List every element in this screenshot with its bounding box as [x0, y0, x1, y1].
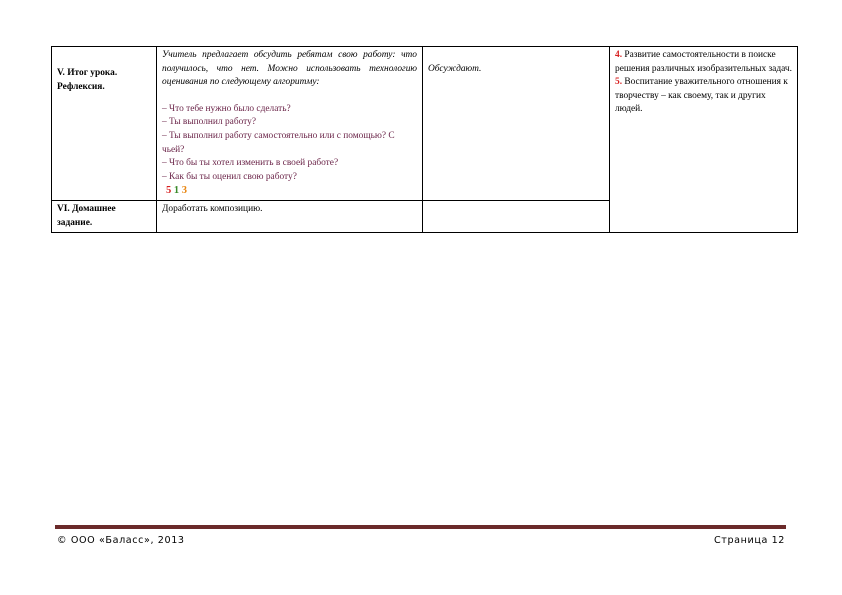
- list-item: – Как бы ты оценил свою работу?: [162, 171, 297, 182]
- student-activity-cell: [423, 200, 610, 232]
- skill-item: [615, 76, 792, 117]
- teacher-intro-text: Учитель предлагает обсудить ребятам свою работу: что получилось, что нет. Можно использовать технологию оценивания по следующему алгоритму:: [162, 50, 417, 88]
- mark-one: 1: [173, 185, 180, 197]
- stage-cell: [52, 200, 157, 232]
- skills-cell: [610, 47, 798, 233]
- skill-item: [615, 49, 792, 76]
- skill-number: 4.: [615, 50, 623, 60]
- grade-marks: [166, 184, 417, 198]
- list-item: – Что бы ты хотел изменить в своей работе?: [162, 158, 339, 169]
- list-item: – Ты выполнил работу?: [162, 117, 256, 128]
- stage-title: VI. Домашнее задание.: [57, 203, 116, 228]
- mark-three: 3: [181, 185, 187, 197]
- stage-cell: [52, 47, 157, 201]
- list-item: – Что тебе нужно было сделать?: [162, 103, 291, 114]
- table-row: [52, 47, 798, 201]
- question-list: [162, 103, 417, 185]
- teacher-activity-cell: [157, 200, 423, 232]
- teacher-activity-cell: [157, 47, 423, 201]
- student-activity-cell: [423, 47, 610, 201]
- student-activity-text: Обсуждают.: [428, 64, 482, 74]
- footer-rule: [55, 525, 786, 529]
- footer-page-number: Страница 12: [713, 535, 785, 546]
- stage-title: V. Итог урока. Рефлексия.: [57, 68, 118, 92]
- lesson-plan-table: [51, 46, 798, 233]
- homework-text: Доработать композицию.: [162, 203, 263, 214]
- list-item: – Ты выполнил работу самостоятельно или с помощью? С чьей?: [162, 130, 395, 155]
- skill-number: 5.: [615, 77, 623, 88]
- mark-five: 5: [166, 185, 172, 197]
- skill-text: Воспитание уважительного отношения к творчеству – как своему, так и других людей.: [615, 77, 788, 115]
- footer-copyright: © ООО «Баласс», 2013: [57, 535, 185, 546]
- skill-text: Развитие самостоятельности в поиске решения различных изобразительных задач.: [615, 50, 792, 74]
